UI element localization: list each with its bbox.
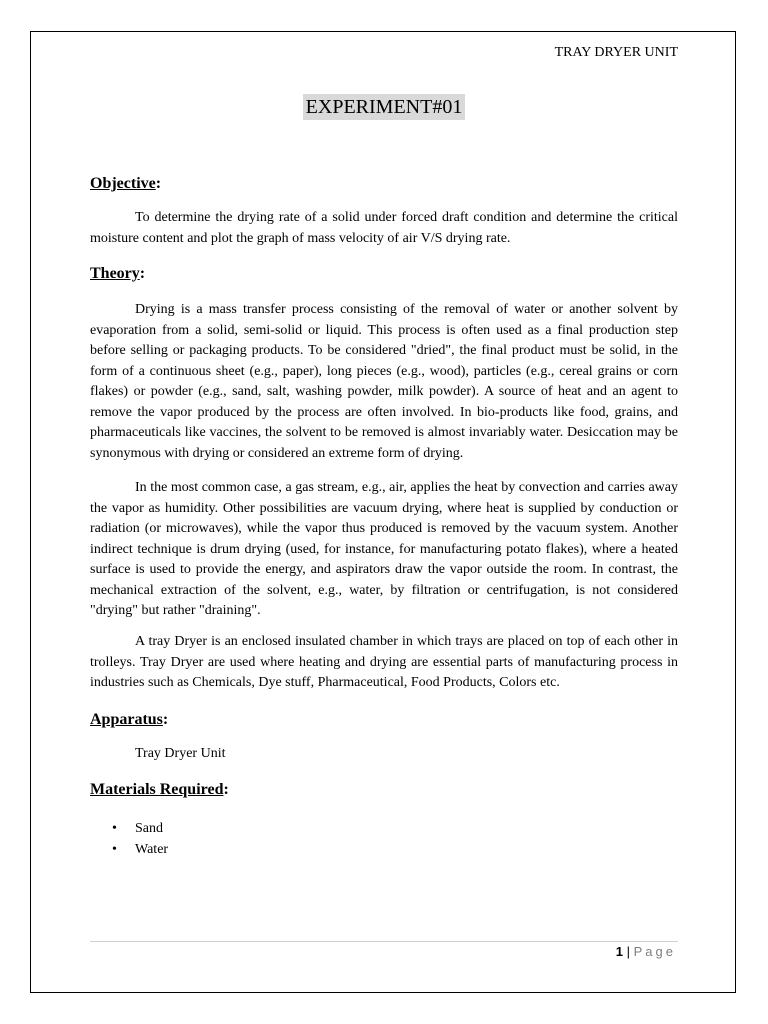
page-label: Page — [633, 944, 676, 959]
theory-paragraph-2: In the most common case, a gas stream, e.g., air, applies the heat by convection and carries away the vapor as humidity. Other possibilities are vacuum drying, where heat is supplied by conduction or radiation (or microwaves), while the vapor thus produced is removed by the vacuum system. Another indirect technique is drum drying (used, for instance, for manufacturing potato flakes), where a heated surface is used to provide the energy, and aspirators draw the vapor outside the room. In contrast, the mechanical extraction of the solvent, e.g., water, by filtration or centrifugation, is not considered "drying" but rather "draining". — [90, 480, 678, 618]
objective-text: To determine the drying rate of a solid under forced draft condition and determine the critical moisture content and plot the graph of mass velocity of air V/S drying rate. — [90, 210, 678, 246]
bullet-icon: • — [112, 841, 117, 857]
theory-heading-text: Theory — [90, 265, 140, 282]
material-label: Water — [135, 841, 169, 857]
experiment-title: EXPERIMENT#01 — [303, 94, 466, 120]
page-number: 1 — [615, 944, 623, 959]
page-footer — [616, 944, 676, 959]
theory-heading-colon: : — [139, 265, 146, 282]
materials-heading — [90, 781, 229, 799]
footer-divider — [90, 941, 678, 942]
theory-paragraph-3: A tray Dryer is an enclosed insulated chamber in which trays are placed on top of each other in trolleys. Tray Dryer are used where heating and drying are essential parts of manufacturing process in industries such as Chemicals, Dye stuff, Pharmaceutical, Food Products, Colors etc. — [90, 634, 678, 690]
title-container — [0, 94, 768, 120]
footer-separator: | — [626, 944, 630, 959]
apparatus-heading — [90, 711, 168, 729]
apparatus-heading-colon: : — [162, 711, 169, 728]
materials-heading-text: Materials Required — [90, 781, 224, 798]
material-label: Sand — [135, 821, 163, 836]
objective-heading-colon: : — [155, 175, 162, 192]
theory-heading — [90, 265, 145, 283]
list-item — [112, 819, 168, 840]
apparatus-item: Tray Dryer Unit — [135, 746, 226, 761]
running-header: TRAY DRYER UNIT — [554, 45, 678, 60]
materials-heading-colon: : — [223, 781, 229, 798]
objective-heading — [90, 175, 161, 193]
bullet-icon: • — [112, 821, 117, 836]
list-item — [112, 840, 168, 861]
materials-list — [112, 819, 168, 860]
apparatus-heading-text: Apparatus — [90, 711, 163, 728]
objective-heading-text: Objective — [90, 175, 156, 192]
theory-paragraph-1: Drying is a mass transfer process consisting of the removal of water or another solvent by evaporation from a solid, semi-solid or liquid. This process is often used as a final production step before selling or packaging products. To be considered "dried", the final product must be solid, in the form of a continuous sheet (e.g., paper), long pieces (e.g., wood), particles (e.g., cereal grains or corn flakes) or powder (e.g., sand, salt, washing powder, milk powder). A source of heat and an agent to remove the vapor produced by the process are often involved. In bio-products like food, grains, and pharmaceuticals like vaccines, the solvent to be removed is almost invariably water. Desiccation may be synonymous with drying or considered an extreme form of drying. — [90, 302, 678, 461]
